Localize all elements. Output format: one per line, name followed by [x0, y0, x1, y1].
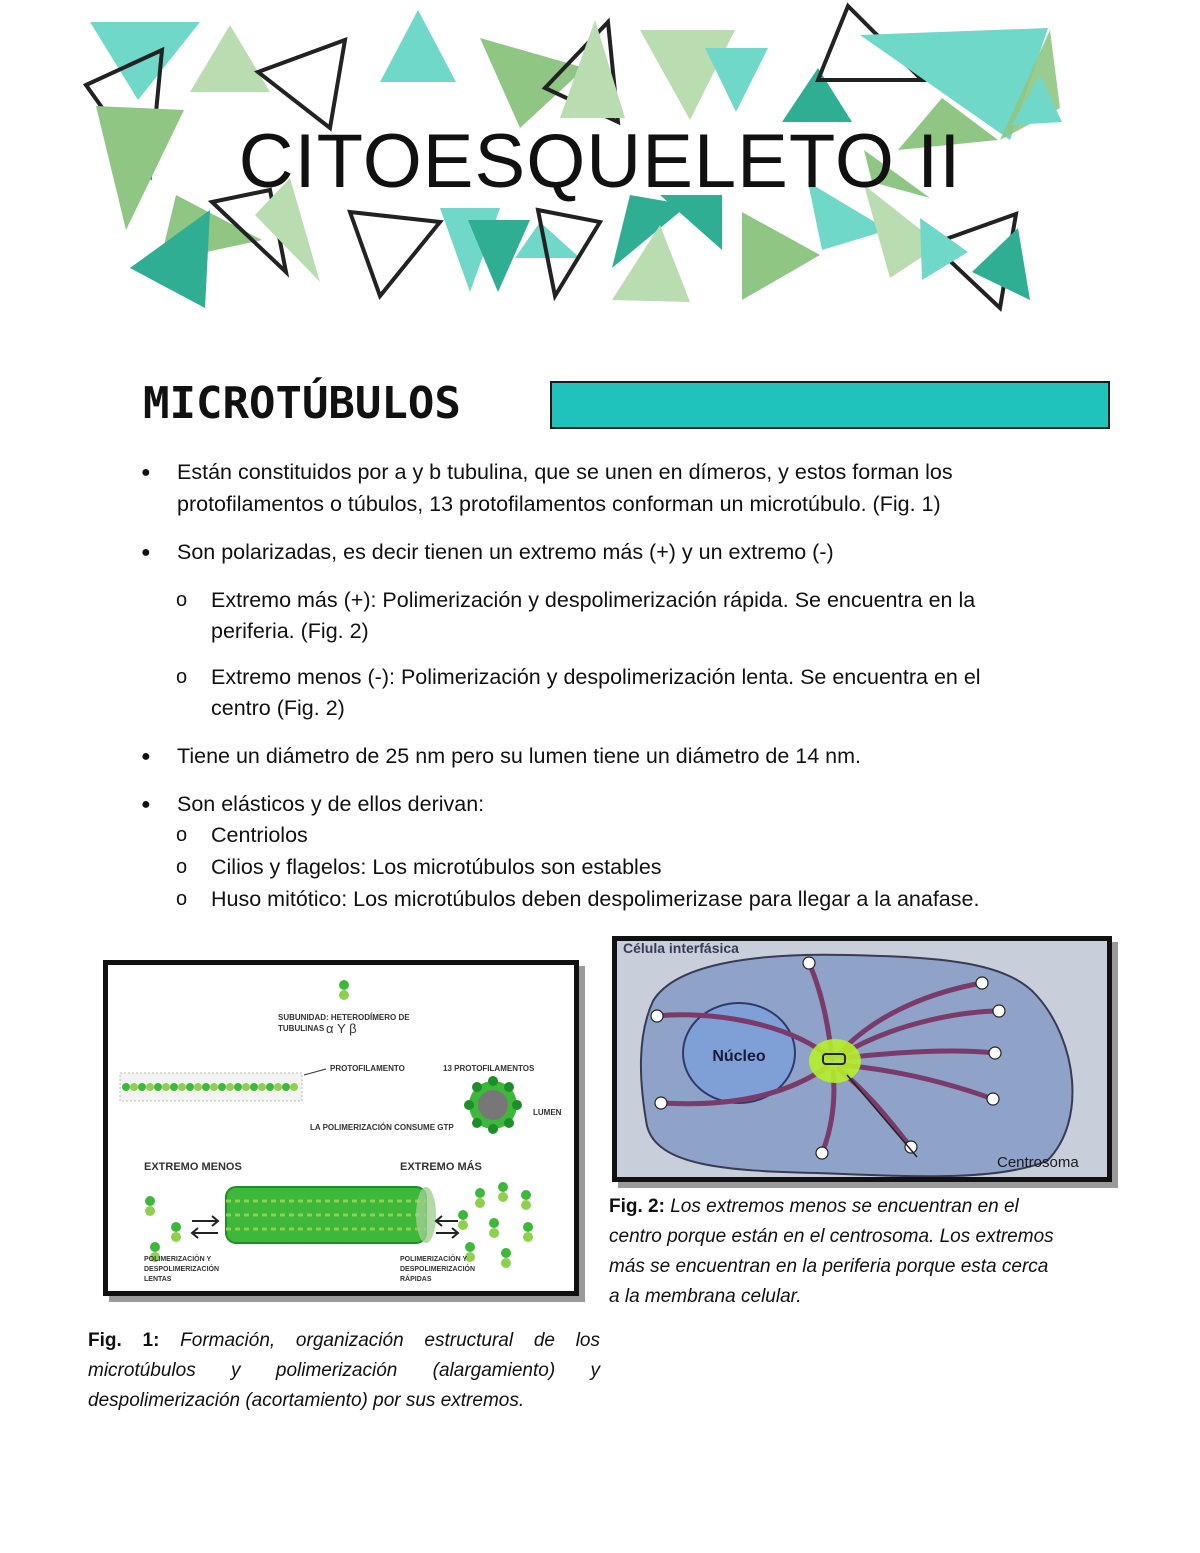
list-item-text: protofilamentos o túbulos, 13 protofilamentos conforman un microtúbulo. (Fig. 1): [177, 492, 941, 516]
caption-label: Fig. 2:: [609, 1196, 665, 1217]
fig1-label: 13 PROTOFILAMENTOS: [443, 1064, 535, 1073]
fig1-label: α Y β: [326, 1021, 357, 1036]
fig1-label: TUBULINAS: [278, 1024, 325, 1033]
bullet-marker: ●: [141, 464, 151, 481]
list-item-text: Tiene un diámetro de 25 nm pero su lumen tiene un diámetro de 14 nm.: [177, 744, 862, 768]
caption-label: Fig. 1:: [88, 1330, 160, 1351]
centrosome: [809, 1039, 861, 1083]
fig2-label: Centrosoma: [997, 1154, 1079, 1171]
caption-text: Los extremos menos se encuentran en el: [670, 1196, 1019, 1217]
bullet-marker: ●: [141, 796, 151, 813]
section-heading: MICROTÚBULOS: [143, 378, 461, 429]
figure-2-diagram: [617, 941, 1107, 1177]
sub-item-text: periferia. (Fig. 2): [211, 619, 369, 643]
fig1-label: DESPOLIMERIZACIÓN: [144, 1266, 220, 1273]
sub-item-text: Centriolos: [211, 823, 308, 847]
fig1-label: DESPOLIMERIZACIÓN: [400, 1266, 476, 1273]
caption-text: más se encuentran en la periferia porque esta cerca: [609, 1256, 1049, 1277]
bullet-marker: ●: [141, 544, 151, 561]
fig2-label: Célula interfásica: [623, 941, 739, 956]
sub-item-text: Extremo más (+): Polimerización y despolimerización rápida. Se encuentra en la: [211, 588, 976, 612]
fig2-label: Núcleo: [712, 1048, 766, 1065]
fig1-label: EXTREMO MENOS: [144, 1161, 242, 1173]
sub-bullet-marker: o: [176, 589, 188, 611]
fig1-label: LUMEN: [533, 1108, 562, 1117]
fig1-label: POLIMERIZACIÓN Y: [400, 1256, 468, 1263]
bullet-marker: ●: [141, 748, 151, 765]
page-title: CITOESQUELETO II: [238, 119, 962, 204]
list-item-text: Son elásticos y de ellos derivan:: [177, 792, 485, 816]
fig1-label: RÁPIDAS: [400, 1276, 432, 1283]
fig1-label: SUBUNIDAD: HETERODÍMERO DE: [278, 1013, 410, 1022]
caption-text: Formación, organización estructural de los: [180, 1330, 600, 1351]
microtubule-cross-section: [464, 1076, 522, 1134]
figure-1-frame: [103, 960, 579, 1296]
sub-bullet-marker: o: [176, 824, 188, 846]
fig1-label: POLIMERIZACIÓN Y: [144, 1256, 212, 1263]
fig1-label: LENTAS: [144, 1276, 172, 1283]
figure-1-diagram: [108, 965, 574, 1291]
caption-text: a la membrana celular.: [609, 1286, 802, 1307]
sub-item-text: Extremo menos (-): Polimerización y despolimerización lenta. Se encuentra en el: [211, 665, 981, 689]
sub-item-text: Huso mitótico: Los microtúbulos deben despolimerizase para llegar a la anafase.: [211, 887, 980, 911]
list-item-text: Están constituidos por a y b tubulina, que se unen en dímeros, y estos forman los: [177, 460, 953, 484]
sub-item-text: Cilios y flagelos: Los microtúbulos son estables: [211, 855, 662, 879]
sub-bullet-marker: o: [176, 888, 188, 910]
caption-text: centro porque están en el centrosoma. Los extremos: [609, 1226, 1054, 1247]
list-item-text: Son polarizadas, es decir tienen un extremo más (+) y un extremo (-): [177, 540, 834, 564]
sub-bullet-marker: o: [176, 666, 188, 688]
figure-2-caption: [609, 1192, 1129, 1312]
figure-2-frame: [612, 936, 1112, 1182]
heading-accent-bar: [550, 381, 1110, 429]
caption-text: despolimerización (acortamiento) por sus extremos.: [88, 1390, 525, 1411]
fig1-label: PROTOFILAMENTO: [330, 1064, 405, 1073]
fig1-label: EXTREMO MÁS: [400, 1161, 482, 1173]
caption-text: microtúbulos y polimerización (alargamiento) y: [88, 1360, 600, 1381]
sub-item-text: centro (Fig. 2): [211, 696, 345, 720]
fig1-label: LA POLIMERIZACIÓN CONSUME GTP: [310, 1123, 454, 1132]
microtubule-cylinder: [226, 1187, 436, 1243]
sub-bullet-marker: o: [176, 856, 188, 878]
figure-1-caption: [88, 1326, 600, 1416]
